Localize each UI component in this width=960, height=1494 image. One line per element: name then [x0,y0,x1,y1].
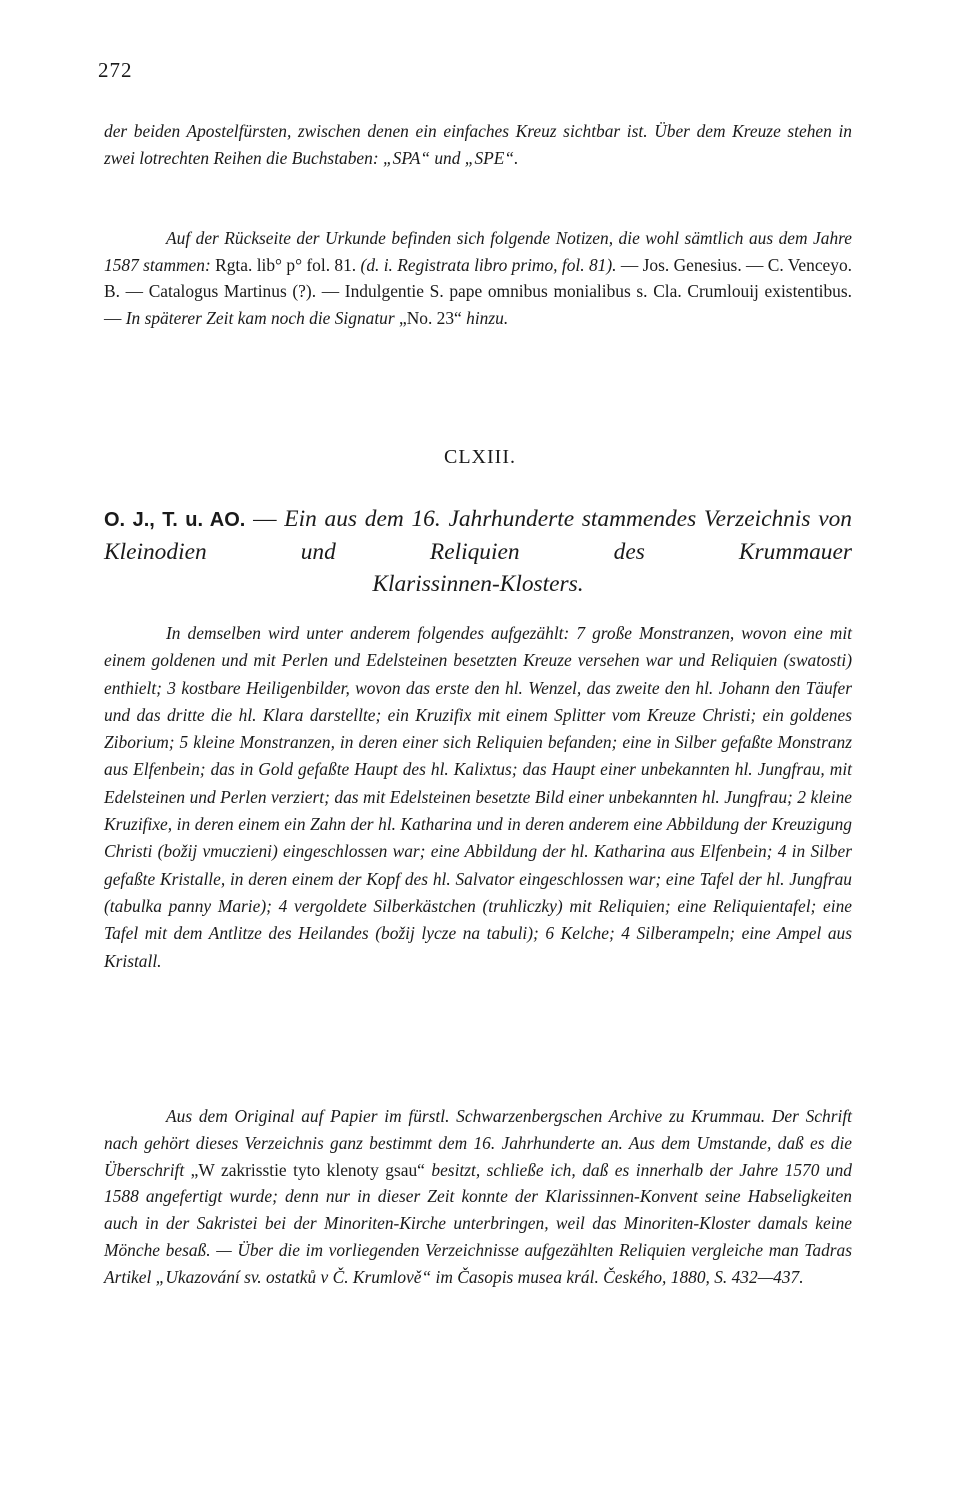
source-note-text [104,1103,852,1291]
title-dash: — [253,506,277,532]
source-note-paragraph [104,1103,852,1291]
title-line1 [104,503,852,568]
page-number: 272 [98,58,133,82]
source-rest: besitzt, schließe ich, daß es innerhalb der Jahre 1570 und 1588 angefertigt wurde; denn nur in dieser Zeit konnte der Klarissinnen-Konvent seine Habseligkeiten auch in der Sakristei bei der Minoriten-Kirche unterbringen, weil das Minoriten-Kloster damals keine Mönche besaß. — Über die im vorliegenden Verzeichnisse aufgezählten Reliquien vergleiche man Tadras Artikel „Ukazování sv. ostatků v Č. Krumlově“ im Časopis musea král. Českého, 1880, S. 432—437. [104,1159,852,1287]
notes-lead: Auf der Rückseite der Urkunde befinden sich folgende Notizen, die wohl sämtlich aus dem Jahre 1587 stammen: [104,228,852,275]
document-title [104,503,852,600]
title-text: Ein aus dem 16. Jahrhunderte stammendes Verzeichnis von Kleinodien und Reliquien des Krummauer [104,506,852,565]
section-number: CLXIII. [444,446,516,468]
notes-tail: In späterer Zeit kam noch die Signatur [125,307,395,328]
source-quote: „W zakrisstie tyto klenoty gsau“ [190,1159,425,1180]
inventory-text: In demselben wird unter anderem folgendes aufgezählt: 7 große Monstranzen, wovon eine mit einem goldenen und mit Perlen und Edelsteinen besetzten Kreuze versehen war und Reliquien (swatosti) enthielt; 3 kostbare Heiligenbilder, wovon das erste den hl. Wenzel, das zweite den hl. Johann den Täufer und das dritte die hl. Klara darstellte; ein Kruzifix mit einem Splitter vom Kreuze Christi; ein goldenes Ziborium; 5 kleine Monstranzen, in deren einer sich Reliquien befanden; eine in Silber gefaßte Monstranz aus Elfenbein; das in Gold gefaßte Haupt des hl. Kalixtus; das Haupt einer unbekannten hl. Jungfrau, mit Edelsteinen und Perlen verziert; das mit Edelsteinen besetzte Bild einer unbekannten hl. Jungfrau; 2 kleine Kruzifixe, in deren einem ein Zahn der hl. Katharina und in deren anderem eine Abbildung der Kreuzigung Christi (božij vmuczieni) eingeschlossen war; eine Abbildung der hl. Katharina aus Elfenbein; 4 in Silber gefaßte Kristalle, in deren einem der Kopf des hl. Salvator eingeschlossen war; eine Tafel der hl. Jungfrau (tabulka panny Marie); 4 vergoldete Silberkästchen (truhliczky) mit Reliquien; eine Reliquientafel; eine Tafel mit dem Antlitze des Heilandes (božij lycze na tabuli); 6 Kelche; 4 Silberampeln; eine Ampel aus Kristall. [104,623,852,971]
notes-ref2: — Jos. Genesius. — C. Venceyo. B. — Catalogus Martinus (?). — Indulgentie S. pape omnibus monialibus s. Cla. Crumlouij existentibus. — [104,254,853,328]
title-abbrev: O. J., T. u. AO. [104,509,246,531]
notes-signature: „No. 23“ [399,307,462,328]
notes-paragraph [104,225,852,331]
notes-end: hinzu. [466,307,509,328]
intro-text: der beiden Apostelfürsten, zwischen denen ein einfaches Kreuz sichtbar ist. Über dem Kreuze stehen in zwei lotrechten Reihen die Buchstaben: „SPA“ und „SPE“. [104,121,852,168]
notes-text [104,225,852,331]
intro-paragraph [104,118,852,171]
notes-ref1: Rgta. lib° p° fol. 81. [215,254,357,275]
title-line2: Klarissinnen-Klosters. [372,571,584,597]
notes-ref1-gloss: (d. i. Registrata libro primo, fol. 81). [360,254,617,275]
source-lead: Aus dem Original auf Papier im fürstl. Schwarzenbergschen Archive zu Krummau. Der Schrift nach gehört dieses Verzeichnis ganz bestimmt dem 16. Jahrhunderte an. Aus dem Umstande, daß es die Überschrift [104,1106,852,1180]
inventory-paragraph [104,620,852,975]
